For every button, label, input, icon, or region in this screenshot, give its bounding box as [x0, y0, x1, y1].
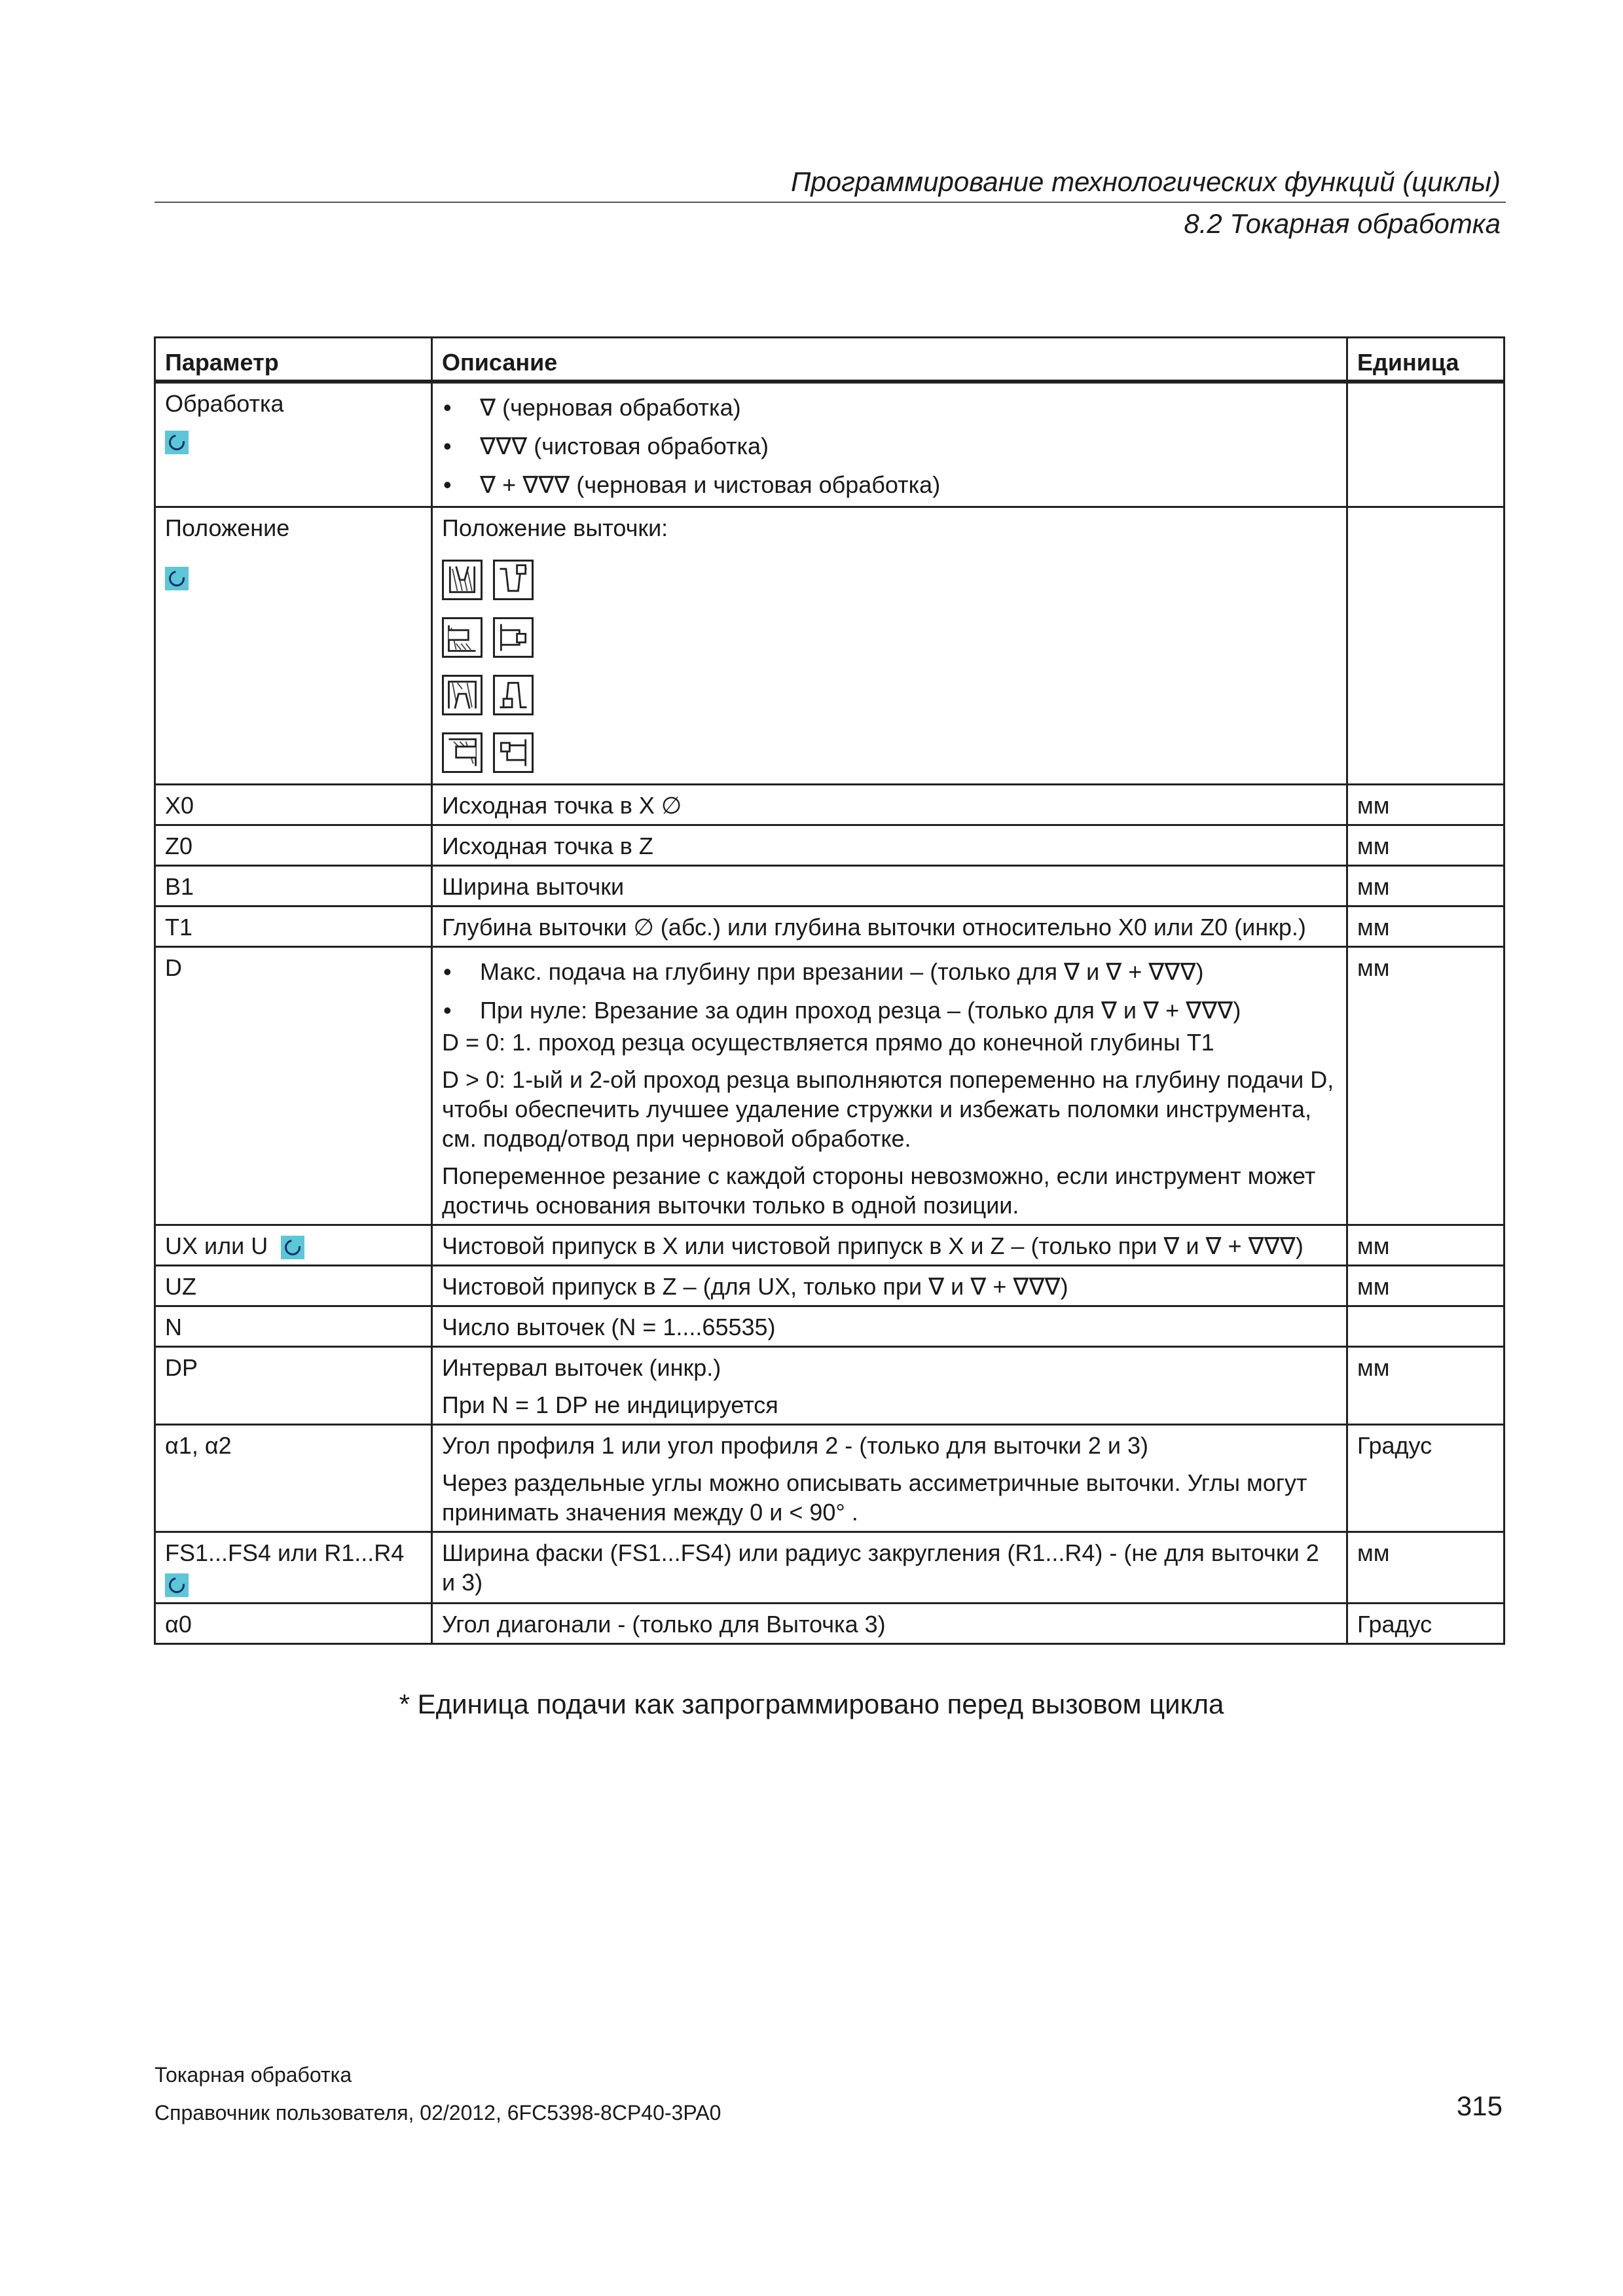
param-cell	[155, 382, 432, 507]
cycle-toggle-icon	[165, 431, 189, 454]
desc-cell: Угол диагонали - (только для Выточка 3)	[432, 1604, 1347, 1644]
table-row	[155, 1604, 1504, 1644]
unit-cell: мм	[1347, 1266, 1504, 1306]
cycle-toggle-icon	[281, 1236, 304, 1259]
bullet-list	[442, 957, 1338, 1025]
desc-cell: Ширина фаски (FS1...FS4) или радиус закругления (R1...R4) - (не для выточки 2 и 3)	[432, 1532, 1347, 1604]
unit-cell: мм	[1347, 906, 1504, 947]
param-cell: UZ	[155, 1266, 432, 1306]
param-cell: T1	[155, 906, 432, 947]
unit-cell: мм	[1347, 1225, 1504, 1266]
list-item: • ∇∇∇ (чистовая обработка)	[442, 431, 1338, 461]
column-header-param: Параметр	[155, 338, 432, 382]
table-header-row	[155, 338, 1504, 382]
table-row	[155, 1347, 1504, 1425]
page-number: 315	[1456, 2090, 1503, 2121]
param-cell: B1	[155, 866, 432, 906]
param-cell: D	[155, 947, 432, 1225]
groove-inner-front-hatched-icon	[442, 675, 483, 715]
table-row	[155, 1425, 1504, 1532]
desc-paragraph: Через раздельные углы можно описывать ассиметричные выточки. Углы могут принимать значения между 0 и < 90° .	[442, 1469, 1307, 1526]
param-name: UX или U	[165, 1232, 268, 1259]
list-item: • ∇ + ∇∇∇ (черновая и чистовая обработка)	[442, 470, 1338, 499]
unit-cell: Градус	[1347, 1425, 1504, 1532]
unit-cell: мм	[1347, 785, 1504, 825]
param-name: Положение	[165, 514, 290, 541]
param-cell: Z0	[155, 825, 432, 866]
groove-outer-side-outline-icon	[493, 617, 534, 658]
param-cell	[155, 1532, 432, 1604]
unit-cell: мм	[1347, 1347, 1504, 1425]
desc-paragraph: Интервал выточек (инкр.)	[442, 1354, 721, 1381]
table-row	[155, 1306, 1504, 1347]
section-title: 8.2 Токарная обработка	[1184, 208, 1501, 239]
column-header-unit: Единица	[1347, 338, 1504, 382]
table-row	[155, 866, 1504, 906]
unit-cell	[1347, 1306, 1504, 1347]
groove-inner-side-hatched-icon	[442, 732, 483, 773]
groove-outer-front-outline-icon	[493, 560, 534, 600]
list-item: • ∇ (черновая обработка)	[442, 393, 1338, 422]
groove-inner-front-outline-icon	[493, 675, 534, 715]
desc-paragraph: При N = 1 DP не индицируется	[442, 1391, 778, 1418]
table-row	[155, 906, 1504, 947]
param-name: Обработка	[165, 390, 284, 417]
desc-cell	[432, 947, 1347, 1225]
desc-cell: Глубина выточки ∅ (абс.) или глубина выточки относительно X0 или Z0 (инкр.)	[432, 906, 1347, 947]
desc-cell	[432, 507, 1347, 785]
desc-cell: Число выточек (N = 1....65535)	[432, 1306, 1347, 1347]
param-cell: α1, α2	[155, 1425, 432, 1532]
table-row	[155, 947, 1504, 1225]
desc-paragraph: Угол профиля 1 или угол профиля 2 - (только для выточки 2 и 3)	[442, 1432, 1149, 1459]
groove-outer-side-hatched-icon	[442, 617, 483, 658]
groove-inner-side-outline-icon	[493, 732, 534, 773]
feed-unit-footnote: * Единица подачи как запрограммировано перед вызовом цикла	[399, 1689, 1224, 1719]
unit-cell	[1347, 382, 1504, 507]
parameter-table	[154, 336, 1505, 1645]
desc-paragraph: D = 0: 1. проход резца осуществляется прямо до конечной глубины T1	[442, 1029, 1214, 1056]
unit-cell: мм	[1347, 947, 1504, 1225]
table-row	[155, 382, 1504, 507]
param-cell: DP	[155, 1347, 432, 1425]
table-row	[155, 825, 1504, 866]
desc-paragraph: Попеременное резание с каждой стороны невозможно, если инструмент может достичь основания выточки только в одной позиции.	[442, 1162, 1316, 1219]
param-name: FS1...FS4 или R1...R4	[165, 1539, 405, 1566]
desc-cell: Чистовой припуск в Z – (для UX, только при ∇ и ∇ + ∇∇∇)	[432, 1266, 1347, 1306]
desc-paragraph: D > 0: 1-ый и 2-ой проход резца выполняются попеременно на глубину подачи D, чтобы обеспечить лучшее удаление стружки и избежать поломки инструмента, см. подвод/отвод при черновой обработке.	[442, 1066, 1334, 1152]
unit-cell	[1347, 507, 1504, 785]
desc-cell	[432, 382, 1347, 507]
param-cell	[155, 1225, 432, 1266]
table-row	[155, 507, 1504, 785]
list-item: • Макс. подача на глубину при врезании – (только для ∇ и ∇ + ∇∇∇)	[442, 957, 1338, 986]
table-row	[155, 785, 1504, 825]
desc-cell: Чистовой припуск в X или чистовой припуск в X и Z – (только при ∇ и ∇ + ∇∇∇)	[432, 1225, 1347, 1266]
desc-cell	[432, 1425, 1347, 1532]
header-rule	[155, 202, 1506, 203]
list-item: • При нуле: Врезание за один проход резца – (только для ∇ и ∇ + ∇∇∇)	[442, 996, 1338, 1025]
param-cell: α0	[155, 1604, 432, 1644]
desc-cell: Исходная точка в X ∅	[432, 785, 1347, 825]
desc-cell: Исходная точка в Z	[432, 825, 1347, 866]
desc-text: Положение выточки:	[442, 514, 668, 541]
table-row	[155, 1532, 1504, 1604]
groove-outer-front-hatched-icon	[442, 560, 483, 600]
column-header-desc: Описание	[432, 338, 1347, 382]
footer-doc-title: Токарная обработка	[155, 2063, 352, 2087]
desc-cell: Ширина выточки	[432, 866, 1347, 906]
chapter-title: Программирование технологических функций (циклы)	[790, 166, 1501, 197]
unit-cell: мм	[1347, 1532, 1504, 1604]
cycle-toggle-icon	[165, 1573, 189, 1597]
footer-doc-ref: Справочник пользователя, 02/2012, 6FC5398-8CP40-3PA0	[155, 2101, 721, 2125]
groove-position-icons	[442, 560, 1338, 773]
desc-cell	[432, 1347, 1347, 1425]
param-cell: N	[155, 1306, 432, 1347]
table-row	[155, 1266, 1504, 1306]
cycle-toggle-icon	[165, 567, 189, 590]
table-row	[155, 1225, 1504, 1266]
bullet-list	[442, 393, 1338, 499]
unit-cell: Градус	[1347, 1604, 1504, 1644]
unit-cell: мм	[1347, 825, 1504, 866]
param-cell: X0	[155, 785, 432, 825]
param-cell	[155, 507, 432, 785]
unit-cell: мм	[1347, 866, 1504, 906]
